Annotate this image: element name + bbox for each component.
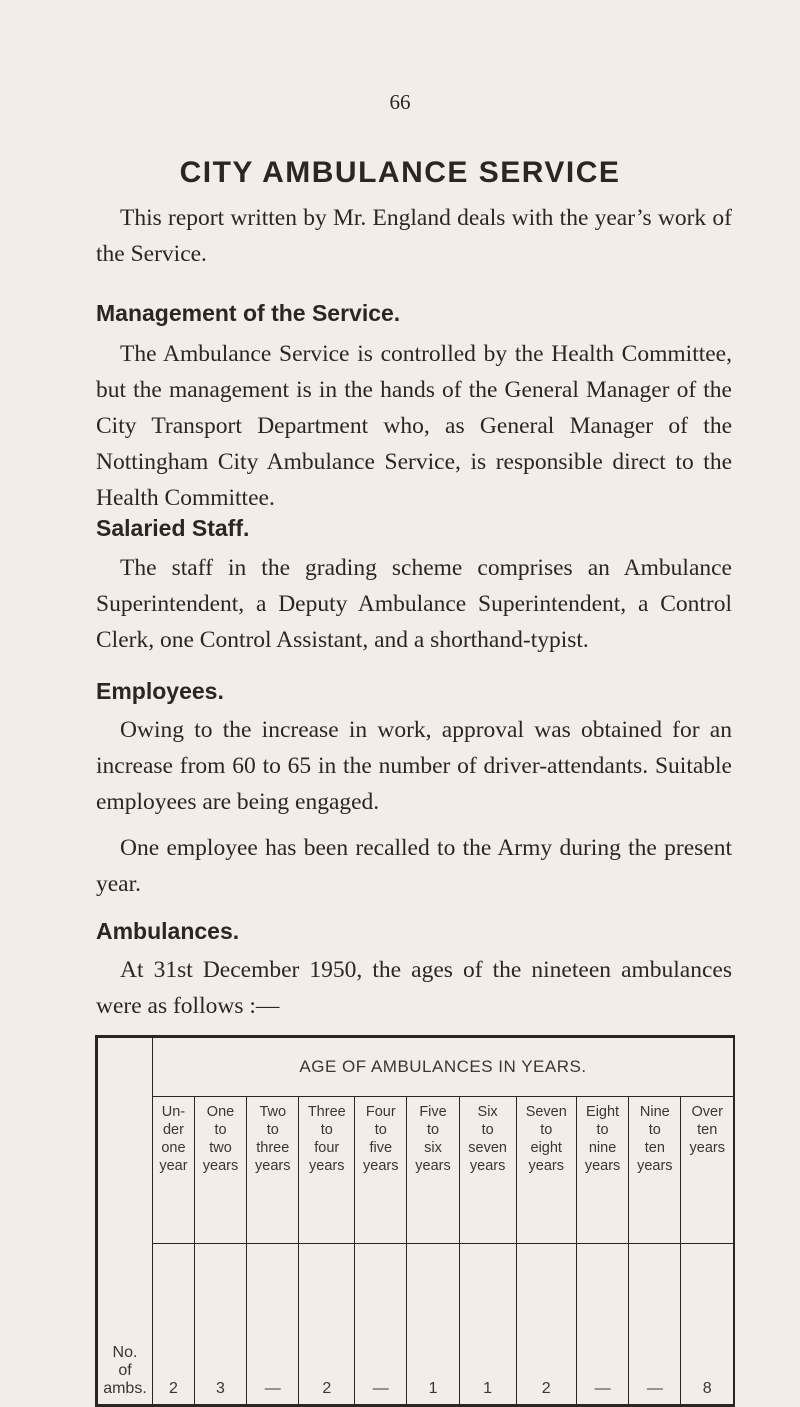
column-header-line: years: [202, 1158, 239, 1174]
column-header-line: seven: [468, 1140, 507, 1156]
column-header-line: years: [528, 1158, 564, 1174]
column-header-line: Un-: [161, 1104, 186, 1120]
column-header-line: to: [426, 1122, 440, 1138]
column-header-line: years: [363, 1158, 399, 1174]
column-header-line: ten: [644, 1140, 665, 1156]
table-column-header: [299, 1097, 355, 1244]
column-header-line: two: [209, 1140, 232, 1156]
column-header-line: one: [161, 1140, 186, 1156]
table-group-header-row: [97, 1037, 735, 1097]
page-title: CITY AMBULANCE SERVICE: [179, 156, 621, 189]
column-header-line: years: [415, 1158, 451, 1174]
column-header-line: Nine: [639, 1104, 670, 1120]
table-column-header: [459, 1097, 516, 1244]
table-column-header: [355, 1097, 407, 1244]
column-header-line: Over: [691, 1104, 723, 1120]
column-header-line: to: [266, 1122, 279, 1138]
staff-heading: Salaried Staff.: [96, 515, 250, 541]
table-column-header: [407, 1097, 459, 1244]
column-header-line: Two: [259, 1104, 287, 1120]
column-header-line: years: [469, 1158, 506, 1174]
table-value-cell: 2: [153, 1244, 195, 1406]
employees-paragraph-1: Owing to the increase in work, approval was obtained for an increase from 60 to 65 in the number of driver-attendants. Suitable employees are being engaged.: [96, 717, 732, 815]
column-header-line: to: [214, 1122, 227, 1138]
column-header-line: five: [369, 1140, 393, 1156]
column-header-line: years: [255, 1158, 291, 1174]
column-header-line: to: [596, 1122, 609, 1138]
table-value-cell: —: [629, 1244, 681, 1406]
column-header-line: nine: [588, 1140, 617, 1156]
column-header-line: three: [256, 1140, 290, 1156]
ambulances-heading: Ambulances.: [96, 918, 240, 944]
table-column-header: [516, 1097, 576, 1244]
ambulances-paragraph: At 31st December 1950, the ages of the nineteen ambulances were as follows :—: [96, 957, 732, 1019]
table-value-cell: —: [247, 1244, 299, 1406]
row-label-cell: [97, 1037, 153, 1406]
staff-paragraph: The staff in the grading scheme comprises an Ambulance Superintendent, a Deputy Ambulance Superintendent, a Control Clerk, one Control Assistant, and a shorthand-typist.: [96, 555, 732, 653]
table-value-cell: 2: [516, 1244, 576, 1406]
column-header-line: year: [159, 1158, 188, 1174]
column-header-line: to: [320, 1122, 333, 1138]
column-header-line: years: [309, 1158, 345, 1174]
table-column-header: [681, 1097, 734, 1244]
column-header-line: to: [648, 1122, 661, 1138]
column-header-line: Five: [419, 1104, 447, 1120]
table-value-row: [97, 1244, 735, 1406]
column-header-line: years: [584, 1158, 621, 1174]
table-value-cell: 3: [194, 1244, 246, 1406]
column-header-line: to: [540, 1122, 553, 1138]
column-header-line: six: [424, 1140, 442, 1156]
row-label-line: of: [118, 1362, 132, 1379]
table-column-header: [576, 1097, 628, 1244]
intro-paragraph: This report written by Mr. England deals with the year’s work of the Service.: [96, 205, 732, 267]
column-header-line: eight: [530, 1140, 562, 1156]
column-header-line: to: [481, 1122, 494, 1138]
ambulance-ages-table: [95, 1035, 735, 1407]
column-header-line: Eight: [586, 1104, 620, 1120]
table-column-header-row: [97, 1097, 735, 1244]
column-header-line: years: [689, 1140, 725, 1156]
employees-heading: Employees.: [96, 678, 224, 704]
column-header-line: to: [374, 1122, 387, 1138]
column-header-line: ten: [697, 1122, 718, 1138]
row-label-line: No.: [112, 1344, 138, 1361]
page-number: 66: [389, 90, 411, 114]
management-paragraph: The Ambulance Service is controlled by the Health Committee, but the management is in the hands of the General Manager of the City Transport Department who, as General Manager of the Nottingham City Ambulance Service, is responsible direct to the Health Committee.: [96, 341, 732, 511]
column-header-line: Six: [477, 1104, 498, 1120]
table-value-cell: 1: [407, 1244, 459, 1406]
management-heading: Management of the Service.: [96, 300, 401, 326]
table-value-cell: —: [355, 1244, 407, 1406]
column-header-line: Four: [365, 1104, 396, 1120]
column-header-line: four: [314, 1140, 340, 1156]
row-label-line: ambs.: [103, 1380, 147, 1397]
column-header-line: Seven: [525, 1104, 567, 1120]
column-header-line: years: [637, 1158, 673, 1174]
table-value-cell: —: [576, 1244, 628, 1406]
table-column-header: [247, 1097, 299, 1244]
table-value-cell: 2: [299, 1244, 355, 1406]
table-value-cell: 8: [681, 1244, 734, 1406]
table-group-header: AGE OF AMBULANCES IN YEARS.: [153, 1037, 735, 1097]
table-column-header: [629, 1097, 681, 1244]
table-column-header: [194, 1097, 246, 1244]
employees-paragraph-2: One employee has been recalled to the Army during the present year.: [96, 835, 732, 897]
column-header-line: One: [206, 1104, 235, 1120]
table-value-cell: 1: [459, 1244, 516, 1406]
column-header-line: Three: [307, 1104, 346, 1120]
column-header-line: der: [162, 1122, 184, 1138]
table-column-header: [153, 1097, 195, 1244]
